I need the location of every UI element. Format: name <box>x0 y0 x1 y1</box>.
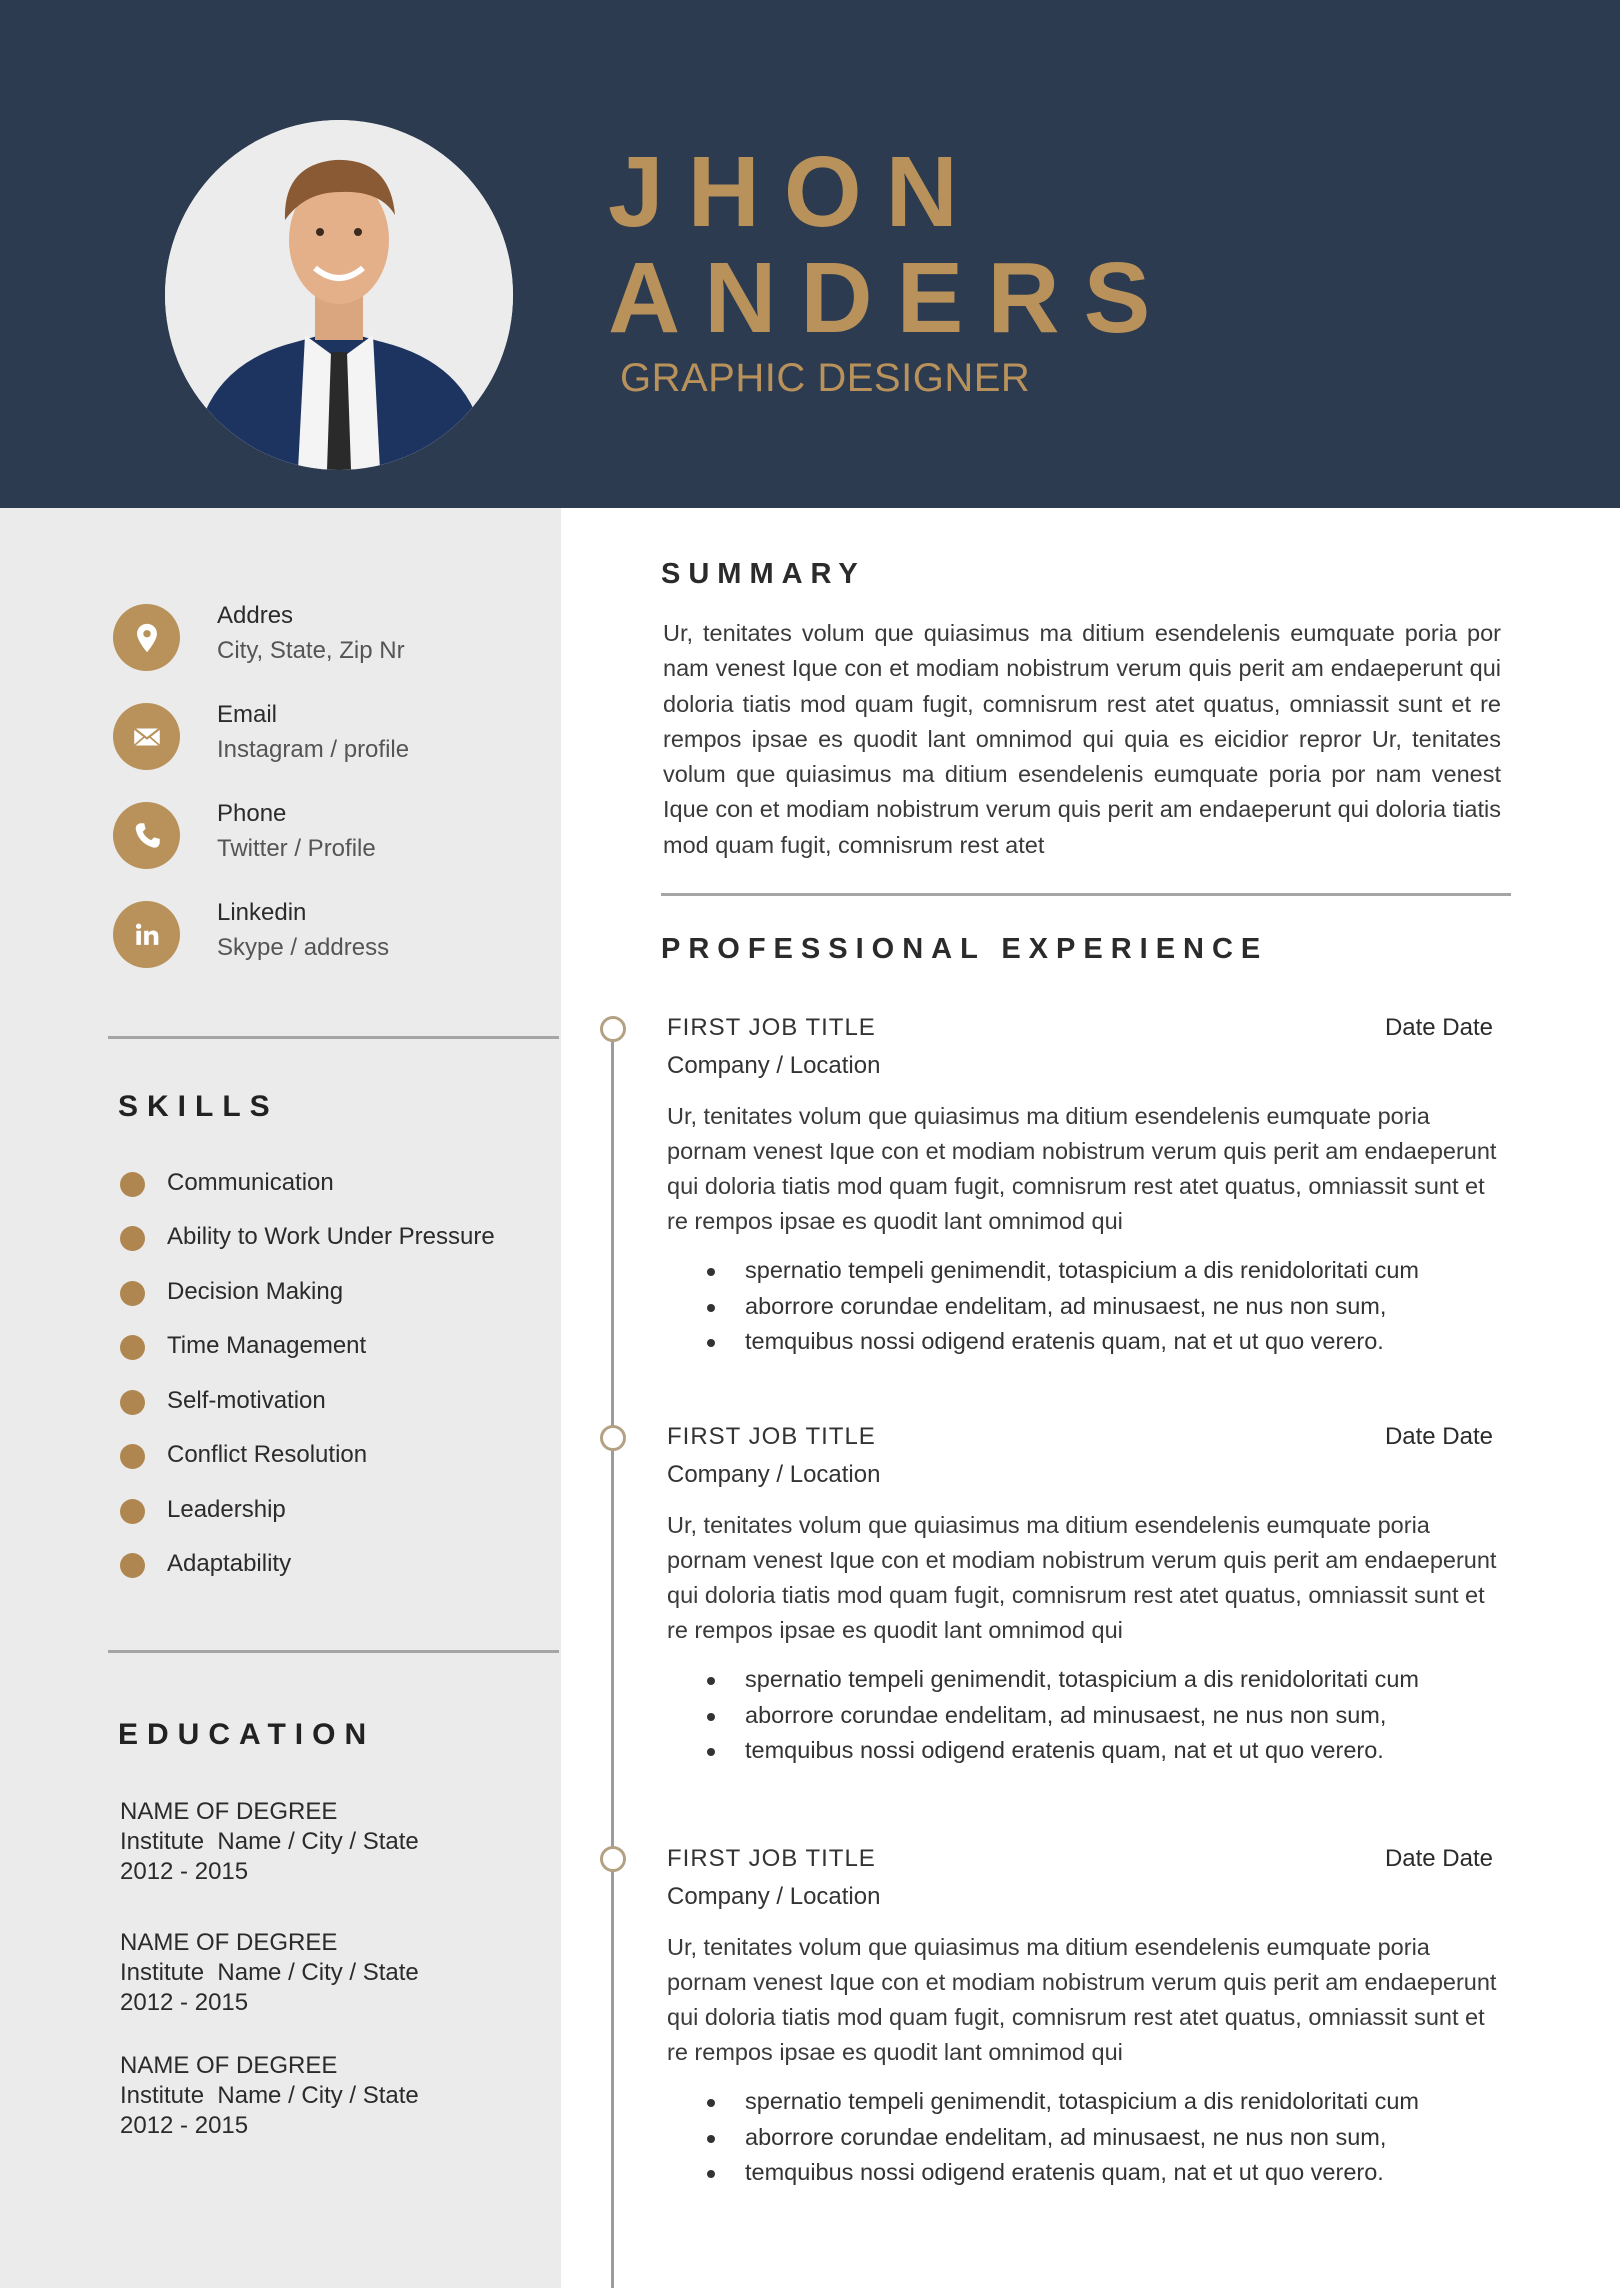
job-title: FIRST JOB TITLE <box>667 1423 876 1450</box>
skill-label: Time Management <box>167 1332 367 1359</box>
first-name: JHON <box>608 136 982 248</box>
education-entry <box>120 1797 419 1887</box>
bullet-dot-icon <box>707 1268 715 1276</box>
job-bullet-text: temquibus nossi odigend eratenis quam, nat et ut quo verero. <box>745 1737 1384 1763</box>
resume-header <box>0 0 1620 508</box>
job-company: Company / Location <box>667 1883 881 1910</box>
skill-label: Ability to Work Under Pressure <box>167 1223 495 1250</box>
envelope-icon <box>113 703 180 770</box>
job-description: Ur, tenitates volum que quiasimus ma ditium esendelenis eumquate poria pornam venest Ique con et modiam nobistrum verum quis perit am endaeperunt qui doloria tiatis mod quam fugit, comnisrum rest atet quatus, omniassit sunt et re rempos ipsae es quodit lant omnimod qui <box>667 1512 1497 1643</box>
contact-label: Phone <box>217 800 287 827</box>
bullet-dot-icon <box>120 1444 145 1469</box>
job-bullet <box>707 1733 1419 1769</box>
bullet-dot-icon <box>120 1335 145 1360</box>
job-date: Date Date <box>1384 1845 1493 1872</box>
profile-photo <box>165 120 513 470</box>
skill-label: Communication <box>167 1169 334 1196</box>
degree-name: NAME OF DEGREE <box>120 1929 338 1956</box>
job-date: Date Date <box>1384 1014 1493 1041</box>
experience-heading: PROFESSIONAL EXPERIENCE <box>661 933 1269 965</box>
job-company: Company / Location <box>667 1461 881 1488</box>
job-bullet-text: temquibus nossi odigend eratenis quam, nat et ut quo verero. <box>745 2159 1384 2185</box>
job-description: Ur, tenitates volum que quiasimus ma ditium esendelenis eumquate poria pornam venest Ique con et modiam nobistrum verum quis perit am endaeperunt qui doloria tiatis mod quam fugit, comnisrum rest atet quatus, omniassit sunt et re rempos ipsae es quodit lant omnimod qui <box>667 1934 1497 2065</box>
skill-label: Leadership <box>167 1496 286 1523</box>
institute-name: Institute Name / City / State <box>120 1959 419 1986</box>
bullet-dot-icon <box>707 2135 715 2143</box>
linkedin-icon <box>113 901 180 968</box>
contact-label: Linkedin <box>217 899 307 926</box>
job-bullet <box>707 2155 1419 2191</box>
timeline-node-icon <box>600 1846 626 1872</box>
education-entry <box>120 2051 419 2141</box>
bullet-dot-icon <box>120 1226 145 1251</box>
job-role: GRAPHIC DESIGNER <box>620 356 1031 400</box>
job-bullet <box>707 1324 1419 1360</box>
contact-value: Instagram / profile <box>217 736 410 763</box>
job-bullet <box>707 1289 1419 1325</box>
bullet-dot-icon <box>120 1281 145 1306</box>
job-title: FIRST JOB TITLE <box>667 1014 876 1041</box>
job-bullet <box>707 1698 1419 1734</box>
job-title: FIRST JOB TITLE <box>667 1845 876 1872</box>
contact-label: Addres <box>217 602 294 629</box>
bullet-dot-icon <box>120 1553 145 1578</box>
contact-value: City, State, Zip Nr <box>217 637 405 664</box>
location-pin-icon <box>113 604 180 671</box>
main-divider <box>661 893 1511 896</box>
bullet-dot-icon <box>120 1172 145 1197</box>
job-bullet-text: aborrore corundae endelitam, ad minusaest, ne nus non sum, <box>745 1292 1387 1319</box>
bullet-dot-icon <box>707 2170 715 2178</box>
education-heading: EDUCATION <box>118 1718 376 1751</box>
job-bullet-text: temquibus nossi odigend eratenis quam, nat et ut quo verero. <box>745 1328 1384 1354</box>
skill-label: Decision Making <box>167 1278 344 1305</box>
job-bullet-text: aborrore corundae endelitam, ad minusaest, ne nus non sum, <box>745 2123 1387 2150</box>
skill-label: Adaptability <box>167 1550 292 1577</box>
job-bullets <box>707 1253 1419 1360</box>
bullet-dot-icon <box>707 1339 715 1347</box>
education-years: 2012 - 2015 <box>120 1989 249 2016</box>
phone-icon <box>113 802 180 869</box>
bullet-dot-icon <box>707 1304 715 1312</box>
job-company: Company / Location <box>667 1052 881 1079</box>
institute-name: Institute Name / City / State <box>120 2082 419 2109</box>
contact-value: Twitter / Profile <box>217 835 376 862</box>
job-bullet-text: aborrore corundae endelitam, ad minusaest, ne nus non sum, <box>745 1701 1387 1728</box>
sidebar-divider <box>108 1036 559 1039</box>
job-description: Ur, tenitates volum que quiasimus ma ditium esendelenis eumquate poria pornam venest Ique con et modiam nobistrum verum quis perit am endaeperunt qui doloria tiatis mod quam fugit, comnisrum rest atet quatus, omniassit sunt et re rempos ipsae es quodit lant omnimod qui <box>667 1103 1497 1234</box>
bullet-dot-icon <box>120 1499 145 1524</box>
summary-text: Ur, tenitates volum que quiasimus ma ditium esendelenis eumquate poria por nam venest Ique con et modiam nobistrum verum quis perit am endaeperunt qui doloria tiatis mod quam fugit, comnisrum rest atet quatus, omniassit sunt et re rempos ipsae es quodit lant omnimod qui quia es eicidior repror Ur, tenitates volum que quiasimus ma ditium esendelenis eumquate poria por nam venest Ique con et modiam nobistrum verum quis perit am endaeperunt qui doloria tiatis mod quam fugit, comnisrum rest atet <box>663 620 1501 858</box>
bullet-dot-icon <box>707 1677 715 1685</box>
summary-heading: SUMMARY <box>661 558 866 590</box>
job-bullet <box>707 2120 1419 2156</box>
skills-heading: SKILLS <box>118 1090 279 1123</box>
job-bullet <box>707 1253 1419 1289</box>
education-years: 2012 - 2015 <box>120 2112 249 2139</box>
bullet-dot-icon <box>120 1390 145 1415</box>
education-entry <box>120 1928 419 2018</box>
contact-label: Email <box>217 701 278 728</box>
bullet-dot-icon <box>707 1713 715 1721</box>
person-portrait-icon <box>165 120 513 470</box>
job-bullet <box>707 1662 1419 1698</box>
job-bullet-text: spernatio tempeli genimendit, totaspicium a dis renidoloritati cum <box>745 2088 1419 2114</box>
degree-name: NAME OF DEGREE <box>120 1798 338 1825</box>
bullet-dot-icon <box>707 1748 715 1756</box>
timeline-line <box>611 1029 614 2288</box>
skill-label: Self-motivation <box>167 1387 326 1414</box>
timeline-node-icon <box>600 1016 626 1042</box>
skill-label: Conflict Resolution <box>167 1441 368 1468</box>
degree-name: NAME OF DEGREE <box>120 2052 338 2079</box>
timeline-node-icon <box>600 1425 626 1451</box>
job-bullet-text: spernatio tempeli genimendit, totaspicium a dis renidoloritati cum <box>745 1257 1419 1283</box>
contact-value: Skype / address <box>217 934 390 961</box>
bullet-dot-icon <box>707 2099 715 2107</box>
education-years: 2012 - 2015 <box>120 1858 249 1885</box>
job-bullets <box>707 2084 1419 2191</box>
job-bullets <box>707 1662 1419 1769</box>
job-bullet <box>707 2084 1419 2120</box>
job-date: Date Date <box>1384 1423 1493 1450</box>
job-bullet-text: spernatio tempeli genimendit, totaspicium a dis renidoloritati cum <box>745 1666 1419 1692</box>
sidebar-divider <box>108 1650 559 1653</box>
institute-name: Institute Name / City / State <box>120 1828 419 1855</box>
last-name: ANDERS <box>608 242 1175 354</box>
